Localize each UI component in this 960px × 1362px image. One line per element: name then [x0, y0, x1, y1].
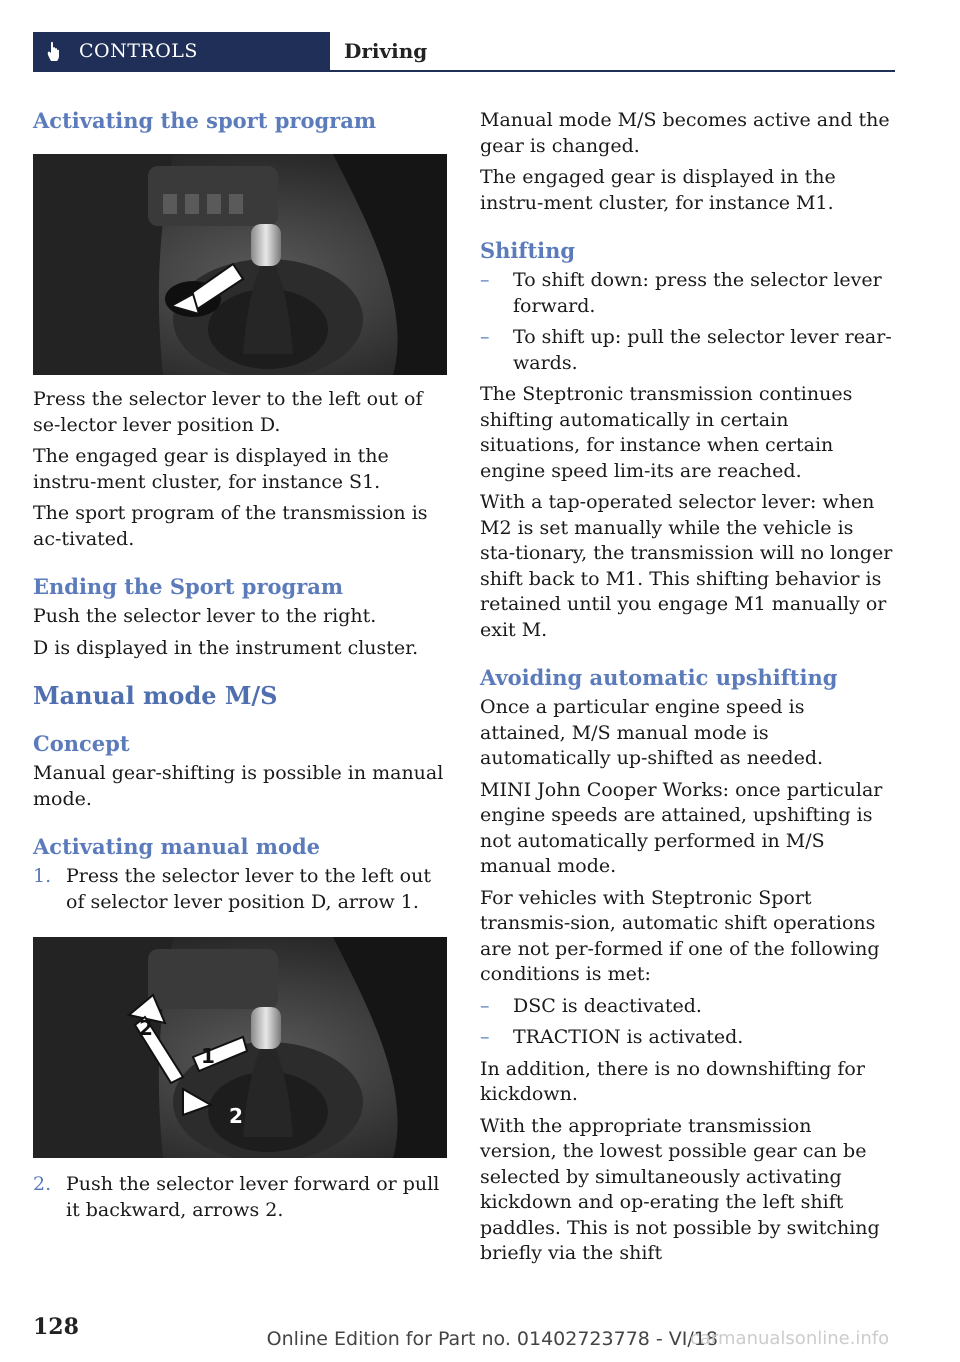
- arrow-2-label-top: 2: [139, 1016, 153, 1040]
- vehicles-text: For vehicles with Steptronic Sport transmis-sion, automatic shift operations are not per-formed if one of the following conditions is met:: [480, 886, 880, 985]
- ending-step-text: Push the selector lever to the right.: [33, 605, 377, 627]
- page-number: 128: [33, 1314, 79, 1340]
- section-tab: [33, 32, 330, 70]
- edition-footer: [267, 1328, 718, 1350]
- figure-sport-program: [33, 154, 447, 375]
- step-text: Press the selector lever to the left out of selector lever position D, arrow 1.: [66, 865, 431, 913]
- heading-manual-mode: Manual mode M/S: [33, 681, 278, 710]
- bullet-dash: –: [480, 326, 490, 348]
- edition-text: Online Edition for Part no. 01402723778 - VI/18: [266, 1328, 718, 1350]
- left-column: [33, 100, 447, 1223]
- step-text: Push the selector lever forward or pull it backward, arrows 2.: [66, 1173, 440, 1221]
- hand-pointer-icon: [43, 39, 67, 63]
- heading-shifting: Shifting: [480, 238, 576, 263]
- appropriate-version-text: With the appropriate transmission version, the lowest possible gear can be selected by simultaneously activating kickdown and op-erating the left shift paddles. This is not possible by switching briefly via the shift: [480, 1114, 880, 1264]
- continues-text: The Steptronic transmission continues shifting automatically in certain situations, for instance when certain engine speed lim-its are reached.: [480, 383, 853, 482]
- step-number: 2.: [33, 1173, 52, 1195]
- heading-concept: Concept: [33, 731, 130, 756]
- bullet-text: To shift down: press the selector lever forward.: [513, 269, 882, 317]
- selector-lever-arrows-photo: [33, 937, 447, 1158]
- tap-operated-text: With a tap-operated selector lever: when M2 is set manually while the vehicle is sta-tionary, the transmission will no longer shift back to M1. This shifting behavior is retained until you engage M1 manually or exit M.: [480, 491, 893, 641]
- once-text: Once a particular engine speed is attained, M/S manual mode is automatically up-shifted as needed.: [480, 696, 824, 769]
- bullet-text: DSC is deactivated.: [513, 994, 702, 1017]
- manual-active-text: Manual mode M/S becomes active and the gear is changed.: [480, 109, 890, 157]
- heading-activating-manual: Activating manual mode: [33, 834, 321, 859]
- bullet-text: To shift up: pull the selector lever rear-wards.: [513, 326, 892, 374]
- page-header: [33, 32, 895, 72]
- heading-activating-sport: Activating the sport program: [33, 108, 377, 133]
- bullet-dash: –: [480, 269, 490, 291]
- right-column: [480, 100, 894, 1267]
- list-item: [480, 325, 894, 376]
- figure-manual-mode: [33, 937, 447, 1158]
- jcw-text: MINI John Cooper Works: once particular engine speeds are attained, upshifting is not automatically performed in M/S manual mode.: [480, 778, 883, 877]
- list-item: [33, 864, 447, 915]
- selector-lever-photo: [33, 154, 447, 375]
- list-item: [480, 994, 894, 1020]
- list-item: [480, 268, 894, 319]
- sport-step-text: Press the selector lever to the left out of se-lector lever position D.: [33, 388, 423, 436]
- step-number: 1.: [33, 865, 52, 887]
- arrow-2-label-bottom: 2: [229, 1104, 243, 1128]
- list-item: [480, 1025, 894, 1051]
- engaged-gear-text: The engaged gear is displayed in the instru-ment cluster, for instance M1.: [480, 166, 836, 214]
- heading-ending-sport: Ending the Sport program: [33, 574, 344, 599]
- bullet-dash: –: [480, 1026, 490, 1048]
- chapter-title: Driving: [344, 39, 428, 63]
- heading-avoiding-upshifting: Avoiding automatic upshifting: [480, 665, 838, 690]
- ending-display-text: D is displayed in the instrument cluster.: [33, 636, 419, 659]
- bullet-text: TRACTION is activated.: [513, 1026, 744, 1048]
- bullet-dash: –: [480, 994, 490, 1017]
- section-label: CONTROLS: [79, 40, 198, 62]
- sport-gear-text: The engaged gear is displayed in the instru-ment cluster, for instance S1.: [33, 445, 389, 493]
- sport-activated-text: The sport program of the transmission is ac-tivated.: [33, 502, 428, 550]
- watermark: carmanualsonline.info: [690, 1328, 890, 1349]
- concept-text: Manual gear-shifting is possible in manual mode.: [33, 762, 444, 810]
- list-item: [33, 1172, 447, 1223]
- arrow-1-label: 1: [201, 1044, 215, 1068]
- kickdown-text: In addition, there is no downshifting for kickdown.: [480, 1057, 865, 1105]
